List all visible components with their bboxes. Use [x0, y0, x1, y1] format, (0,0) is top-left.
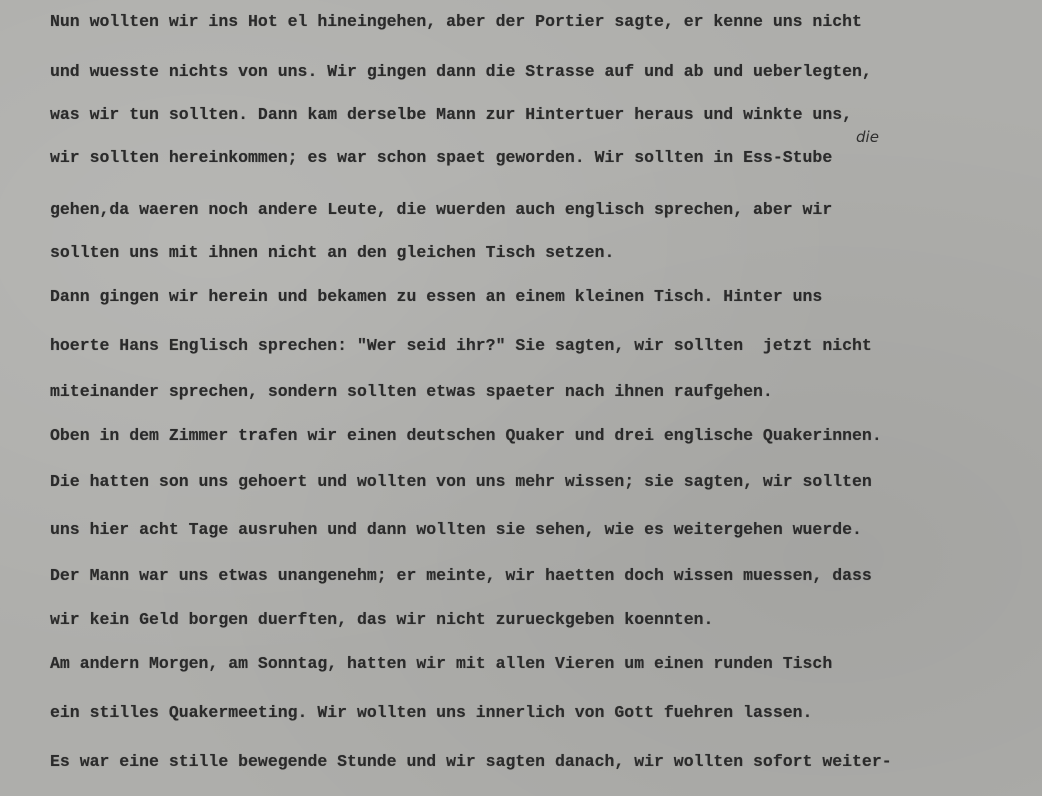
text-line-1: Nun wollten wir ins Hot el hineingehen, aber der Portier sagte, er kenne uns nicht — [50, 12, 862, 31]
text-line-7: Dann gingen wir herein und bekamen zu essen an einem kleinen Tisch. Hinter uns — [50, 287, 823, 306]
text-line-10: Oben in dem Zimmer trafen wir einen deutschen Quaker und drei englische Quakerinnen. — [50, 426, 882, 445]
text-line-6: sollten uns mit ihnen nicht an den gleichen Tisch setzen. — [50, 243, 615, 262]
text-line-15: Am andern Morgen, am Sonntag, hatten wir mit allen Vieren um einen runden Tisch — [50, 654, 833, 673]
text-line-3: was wir tun sollten. Dann kam derselbe Mann zur Hintertuer heraus und winkte uns, — [50, 105, 853, 124]
text-line-17: Es war eine stille bewegende Stunde und wir sagten danach, wir wollten sofort weiter- — [50, 752, 892, 771]
text-line-9: miteinander sprechen, sondern sollten etwas spaeter nach ihnen raufgehen. — [50, 382, 773, 401]
text-line-5: gehen,da waeren noch andere Leute, die wuerden auch englisch sprechen, aber wir — [50, 200, 833, 219]
text-line-8: hoerte Hans Englisch sprechen: "Wer seid ihr?" Sie sagten, wir sollten jetzt nicht — [50, 336, 872, 355]
text-line-11: Die hatten son uns gehoert und wollten von uns mehr wissen; sie sagten, wir sollten — [50, 472, 872, 491]
handwritten-correction: die — [856, 128, 879, 146]
text-line-4: wir sollten hereinkommen; es war schon spaet geworden. Wir sollten in Ess-Stube — [50, 148, 833, 167]
text-line-14: wir kein Geld borgen duerften, das wir nicht zurueckgeben koennten. — [50, 610, 714, 629]
text-line-13: Der Mann war uns etwas unangenehm; er meinte, wir haetten doch wissen muessen, dass — [50, 566, 872, 585]
text-line-12: uns hier acht Tage ausruhen und dann wollten sie sehen, wie es weitergehen wuerde. — [50, 520, 862, 539]
text-line-2: und wuesste nichts von uns. Wir gingen dann die Strasse auf und ab und ueberlegten, — [50, 62, 872, 81]
text-line-16: ein stilles Quakermeeting. Wir wollten uns innerlich von Gott fuehren lassen. — [50, 703, 813, 722]
